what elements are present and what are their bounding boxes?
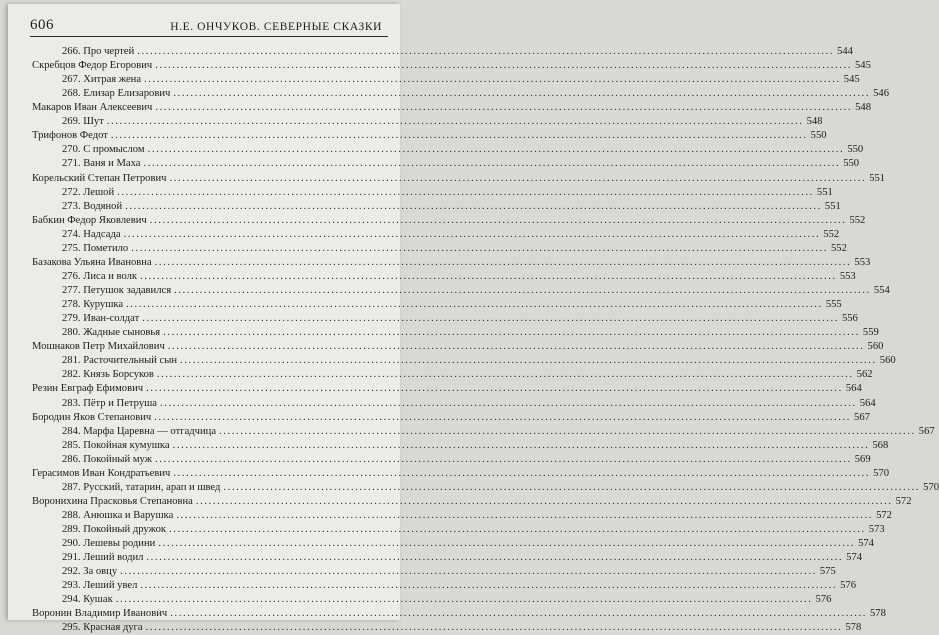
entry-title: 282. Князь Борсуков bbox=[62, 369, 154, 381]
entry-title: 295. Красная дуга bbox=[62, 622, 143, 634]
entry-page-number: 578 bbox=[869, 608, 886, 620]
entry-page-number: 564 bbox=[845, 383, 862, 395]
page-header bbox=[30, 14, 388, 37]
entry-title: Скребцов Федор Егорович bbox=[32, 60, 153, 72]
entry-title: 292. За овцу bbox=[62, 566, 118, 578]
entry-title: 293. Леший увел bbox=[62, 580, 138, 592]
toc-story-entry bbox=[62, 156, 860, 171]
toc-author-entry bbox=[32, 171, 886, 186]
entry-page-number: 567 bbox=[854, 411, 870, 423]
entry-title: Воронин Владимир Иванович bbox=[32, 608, 168, 620]
entry-page-number: 552 bbox=[849, 214, 866, 226]
dot-leader bbox=[140, 269, 837, 284]
entry-page-number: 548 bbox=[855, 102, 871, 114]
entry-title: 283. Пётр и Петруша bbox=[62, 397, 157, 409]
toc-story-entry bbox=[62, 578, 857, 593]
dot-leader bbox=[131, 241, 828, 256]
entry-title: Резин Евграф Ефимович bbox=[32, 383, 144, 395]
entry-title: 286. Покойный муж bbox=[62, 453, 152, 465]
entry-page-number: 545 bbox=[854, 60, 871, 72]
entry-page-number: 548 bbox=[806, 116, 823, 128]
dot-leader bbox=[160, 396, 857, 411]
entry-title: Макаров Иван Алексеевич bbox=[32, 102, 153, 114]
toc-story-entry bbox=[62, 72, 860, 87]
entry-page-number: 575 bbox=[819, 566, 836, 578]
book-page bbox=[8, 4, 939, 634]
toc-story-entry bbox=[62, 44, 853, 59]
entry-title: 289. Покойный дружок bbox=[62, 524, 167, 536]
dot-leader bbox=[180, 353, 877, 368]
dot-leader bbox=[169, 522, 866, 537]
entry-page-number: 559 bbox=[862, 327, 879, 339]
toc-author-entry bbox=[32, 410, 870, 425]
toc-story-entry bbox=[62, 452, 871, 467]
dot-leader bbox=[124, 227, 821, 242]
toc-author-entry bbox=[32, 606, 886, 621]
entry-page-number: 545 bbox=[843, 74, 860, 86]
entry-page-number: 546 bbox=[873, 88, 889, 100]
entry-page-number: 574 bbox=[846, 552, 863, 564]
entry-title: 290. Лешевы родини bbox=[62, 538, 156, 550]
entry-title: 280. Жадные сыновья bbox=[62, 327, 161, 339]
toc-story-entry bbox=[62, 325, 879, 340]
dot-leader bbox=[169, 171, 866, 186]
dot-leader bbox=[155, 58, 852, 73]
dot-leader bbox=[116, 592, 813, 607]
toc-story-entry bbox=[62, 297, 842, 312]
page-number: 606 bbox=[30, 17, 54, 33]
toc-story-entry bbox=[62, 283, 890, 298]
toc-author-entry bbox=[32, 255, 871, 270]
entry-page-number: 552 bbox=[830, 242, 847, 254]
entry-page-number: 554 bbox=[873, 285, 890, 297]
entry-page-number: 560 bbox=[879, 355, 896, 367]
entry-page-number: 555 bbox=[825, 299, 842, 311]
dot-leader bbox=[155, 255, 852, 270]
entry-page-number: 560 bbox=[867, 341, 884, 353]
entry-title: 278. Курушка bbox=[62, 299, 124, 311]
dot-leader bbox=[143, 156, 840, 171]
entry-title: Базакова Ульяна Ивановна bbox=[32, 256, 152, 268]
toc-story-entry bbox=[62, 438, 889, 453]
dot-leader bbox=[137, 44, 834, 59]
dot-leader bbox=[174, 283, 871, 298]
dot-leader bbox=[196, 494, 893, 509]
entry-page-number: 573 bbox=[868, 524, 885, 536]
entry-page-number: 552 bbox=[823, 228, 840, 240]
entry-title: Трифонов Федот bbox=[32, 130, 108, 142]
entry-page-number: 556 bbox=[841, 313, 858, 325]
toc-story-entry bbox=[62, 353, 896, 368]
entry-page-number: 574 bbox=[858, 538, 874, 550]
entry-title: 281. Расточительный сын bbox=[62, 355, 178, 367]
entry-page-number: 576 bbox=[840, 580, 857, 592]
entry-page-number: 550 bbox=[843, 158, 860, 170]
toc-author-entry bbox=[32, 58, 871, 73]
entry-title: Мошнаков Петр Михайлович bbox=[32, 341, 165, 353]
entry-title: Бабкин Федор Яковлевич bbox=[32, 214, 147, 226]
dot-leader bbox=[158, 536, 855, 551]
entry-title: 291. Леший водил bbox=[62, 552, 144, 564]
entry-title: Бородин Яков Степанович bbox=[32, 411, 152, 423]
toc-story-entry bbox=[62, 86, 889, 101]
entry-page-number: 567 bbox=[918, 425, 935, 437]
dot-leader bbox=[117, 185, 814, 200]
toc-story-entry bbox=[62, 508, 892, 523]
entry-title: 287. Русский, татарин, арап и швед bbox=[62, 481, 221, 493]
entry-title: 268. Елизар Елизарович bbox=[62, 88, 171, 100]
dot-leader bbox=[126, 297, 823, 312]
entry-page-number: 572 bbox=[895, 495, 912, 507]
toc-author-entry bbox=[32, 100, 871, 115]
dot-leader bbox=[176, 508, 873, 523]
entry-page-number: 564 bbox=[859, 397, 876, 409]
dot-leader bbox=[142, 311, 839, 326]
toc-story-entry bbox=[62, 241, 847, 256]
dot-leader bbox=[223, 480, 920, 495]
toc-story-entry bbox=[62, 564, 836, 579]
entry-title: 273. Водяной bbox=[62, 200, 123, 212]
toc-author-entry bbox=[32, 213, 866, 228]
toc-story-entry bbox=[62, 480, 939, 495]
entry-page-number: 551 bbox=[816, 186, 833, 198]
dot-leader bbox=[154, 410, 851, 425]
toc-author-entry bbox=[32, 494, 912, 509]
dot-leader bbox=[219, 424, 916, 439]
entry-title: 274. Надсада bbox=[62, 228, 121, 240]
entry-title: Воронихина Прасковья Степановна bbox=[32, 495, 193, 507]
dot-leader bbox=[144, 72, 841, 87]
entry-page-number: 553 bbox=[839, 270, 856, 282]
dot-leader bbox=[146, 550, 843, 565]
dot-leader bbox=[168, 339, 865, 354]
entry-title: 294. Кушак bbox=[62, 594, 113, 606]
entry-title: 275. Пометило bbox=[62, 242, 129, 254]
dot-leader bbox=[148, 142, 845, 157]
entry-title: 270. С промыслом bbox=[62, 144, 145, 156]
toc-story-entry bbox=[62, 227, 840, 242]
entry-page-number: 550 bbox=[847, 144, 864, 156]
running-title: Н.Е. ОНЧУКОВ. СЕВЕРНЫЕ СКАЗКИ bbox=[170, 21, 382, 33]
dot-leader bbox=[140, 578, 837, 593]
dot-leader bbox=[173, 466, 870, 481]
entry-page-number: 570 bbox=[873, 467, 889, 479]
entry-title: 269. Шут bbox=[62, 116, 104, 128]
entry-page-number: 562 bbox=[856, 369, 873, 381]
entry-page-number: 551 bbox=[869, 172, 886, 184]
dot-leader bbox=[107, 114, 804, 129]
toc-story-entry bbox=[62, 114, 823, 129]
toc-story-entry bbox=[62, 522, 885, 537]
dot-leader bbox=[155, 100, 852, 115]
dot-leader bbox=[120, 564, 817, 579]
toc-story-entry bbox=[62, 269, 856, 284]
toc-story-entry bbox=[62, 142, 864, 157]
entry-title: 277. Петушок задавился bbox=[62, 285, 172, 297]
entry-title: 288. Анюшка и Варушка bbox=[62, 509, 174, 521]
entry-page-number: 576 bbox=[815, 594, 832, 606]
entry-page-number: 568 bbox=[872, 439, 889, 451]
toc-story-entry bbox=[62, 550, 863, 565]
toc-author-entry bbox=[32, 128, 827, 143]
toc-story-entry bbox=[62, 311, 858, 326]
toc-story-entry bbox=[62, 185, 833, 200]
dot-leader bbox=[125, 199, 822, 214]
entry-title: Герасимов Иван Кондратьевич bbox=[32, 467, 171, 479]
entry-title: 284. Марфа Царевна — отгадчица bbox=[62, 425, 217, 437]
dot-leader bbox=[150, 213, 847, 228]
toc-story-entry bbox=[62, 620, 862, 635]
entry-title: 272. Лешой bbox=[62, 186, 115, 198]
entry-page-number: 553 bbox=[854, 256, 871, 268]
entry-title: 266. Про чертей bbox=[62, 46, 135, 57]
dot-leader bbox=[111, 128, 808, 143]
toc-author-entry bbox=[32, 466, 889, 481]
toc-story-entry bbox=[62, 396, 876, 411]
dot-leader bbox=[173, 438, 870, 453]
dot-leader bbox=[146, 381, 843, 396]
entry-page-number: 550 bbox=[810, 130, 827, 142]
toc-story-entry bbox=[62, 424, 935, 439]
entry-page-number: 578 bbox=[845, 622, 862, 634]
dot-leader bbox=[146, 620, 843, 635]
entry-title: 276. Лиса и волк bbox=[62, 270, 138, 282]
entry-title: 279. Иван-солдат bbox=[62, 313, 140, 325]
toc-story-entry bbox=[62, 199, 841, 214]
entry-page-number: 551 bbox=[824, 200, 841, 212]
entry-title: Корельский Степан Петрович bbox=[32, 172, 167, 184]
entry-page-number: 570 bbox=[923, 481, 939, 493]
entry-title: 285. Покойная кумушка bbox=[62, 439, 170, 451]
toc-author-entry bbox=[32, 381, 862, 396]
dot-leader bbox=[157, 367, 854, 382]
dot-leader bbox=[170, 606, 867, 621]
entry-page-number: 572 bbox=[876, 509, 892, 521]
toc-story-entry bbox=[62, 536, 874, 551]
entry-page-number: 569 bbox=[854, 453, 871, 465]
toc-story-entry bbox=[62, 367, 873, 382]
entry-title: 271. Ваня и Маха bbox=[62, 158, 141, 170]
entry-title: 267. Хитрая жена bbox=[62, 74, 142, 86]
toc-author-entry bbox=[32, 339, 884, 354]
dot-leader bbox=[155, 452, 852, 467]
toc-story-entry bbox=[62, 592, 832, 607]
dot-leader bbox=[173, 86, 870, 101]
dot-leader bbox=[163, 325, 860, 340]
entry-page-number: 544 bbox=[837, 46, 853, 57]
